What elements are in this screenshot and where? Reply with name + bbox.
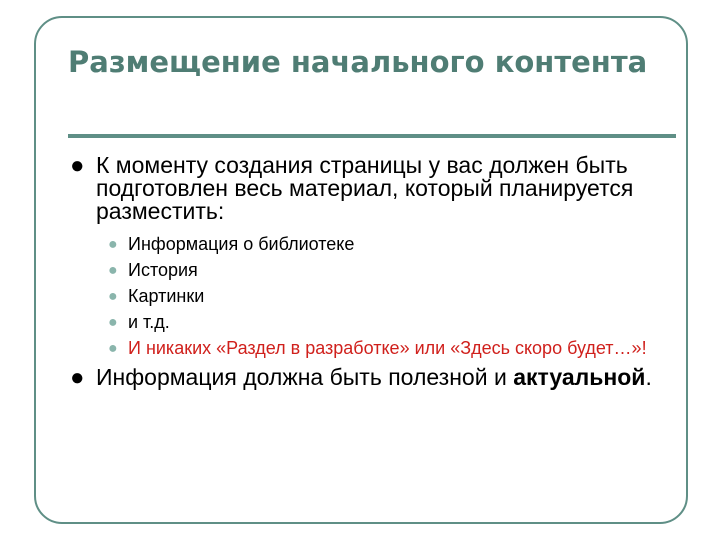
sub-item-text: Картинки [128, 286, 205, 306]
bullet-item-useful-info [64, 366, 684, 389]
bullet-text: К моменту создания страницы у вас должен быть подготовлен весь материал, который планируется разместить: [96, 152, 634, 224]
slide-title: Размещение начального контента [68, 45, 648, 79]
bullet-text-part1: Информация должна быть полезной и [96, 364, 507, 390]
sub-item-pictures [64, 287, 684, 306]
slide-content [64, 154, 684, 389]
sub-item-etc [64, 313, 684, 332]
bullet-text-bold: актуальной [513, 364, 646, 390]
sub-bullet-dot-icon: ● [108, 236, 118, 253]
sub-bullet-dot-icon: ● [108, 288, 118, 305]
sub-bullet-dot-icon: ● [108, 340, 118, 357]
warning-text: И никаких «Раздел в разработке» или «Здесь скоро будет…»! [128, 338, 647, 358]
bullet-dot-icon: ● [70, 364, 85, 391]
sub-item-text: и т.д. [128, 312, 170, 332]
sub-item-library-info [64, 235, 684, 254]
bullet-text-part2: . [645, 364, 652, 390]
bullet-dot-icon: ● [70, 152, 85, 179]
title-divider [68, 134, 676, 138]
sub-bullet-list [64, 235, 684, 358]
sub-bullet-dot-icon: ● [108, 262, 118, 279]
sub-item-history [64, 261, 684, 280]
sub-item-warning [64, 339, 684, 358]
bullet-item-preparation [64, 154, 684, 223]
sub-item-text: История [128, 260, 198, 280]
sub-item-text: Информация о библиотеке [128, 234, 355, 254]
sub-bullet-dot-icon: ● [108, 314, 118, 331]
